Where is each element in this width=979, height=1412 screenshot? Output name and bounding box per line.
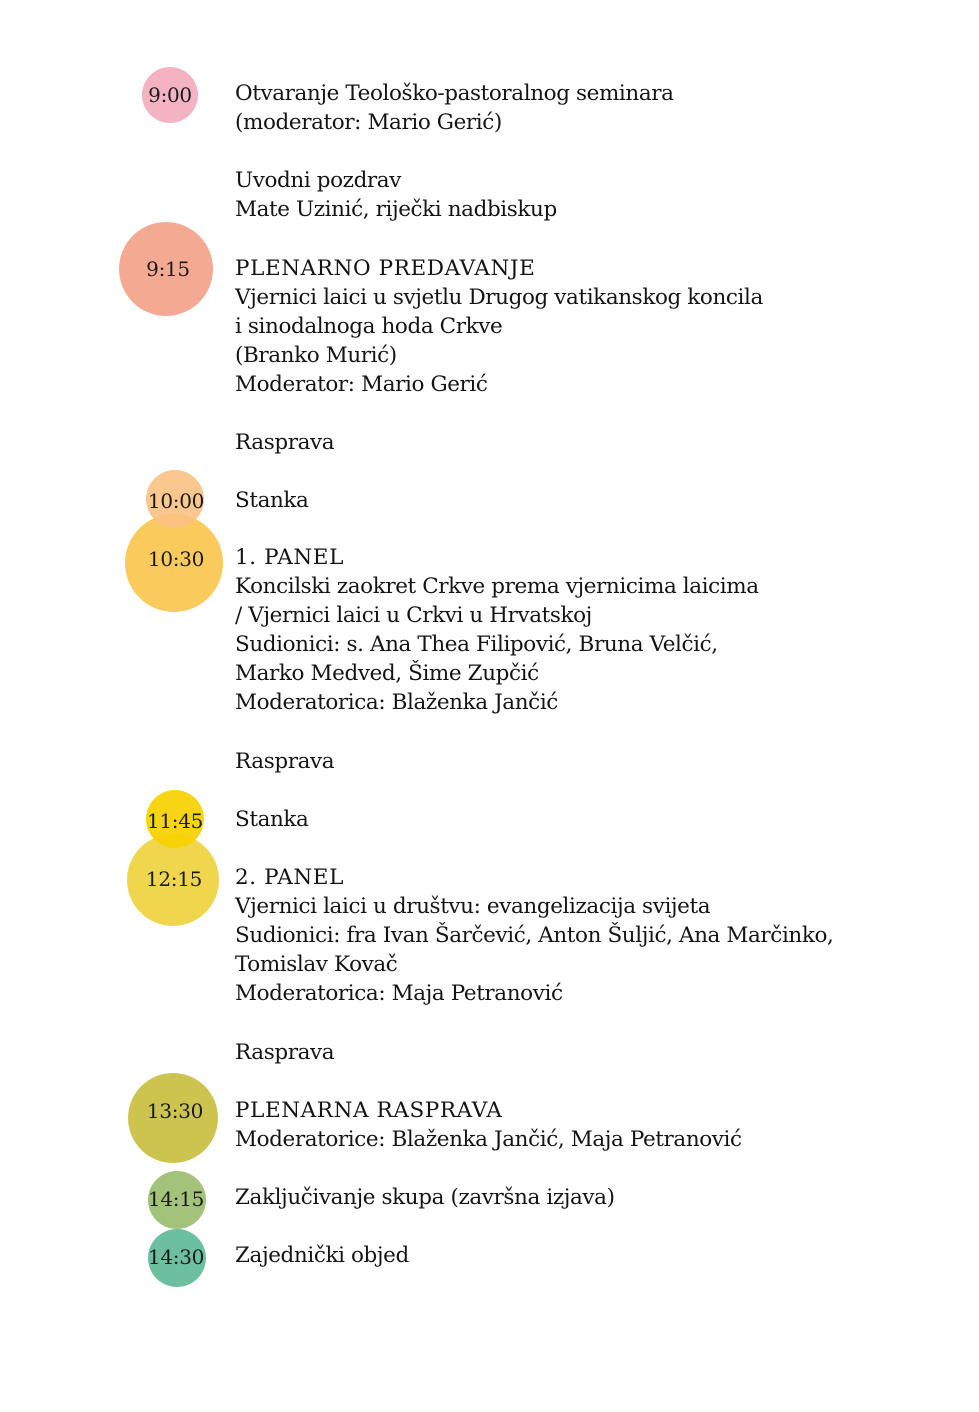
plenary-discussion-moderators: Moderatorice: Blaženka Jančić, Maja Petranović [235,1127,742,1152]
time-label-1215: 12:15 [145,867,203,891]
plenary-heading: PLENARNO PREDAVANJE [235,256,536,281]
panel2-title: Vjernici laici u društvu: evangelizacija svijeta [235,894,711,919]
item-panel-1 [235,543,759,717]
item-panel-2 [235,863,833,1008]
opening-title: Otvaranje Teološko-pastoralnog seminara [235,81,674,106]
panel1-title-1: Koncilski zaokret Crkve prema vjernicima laicima [235,574,759,599]
item-lunch: Zajednički objed [235,1243,409,1268]
time-label-0900: 9:00 [148,83,192,107]
panel2-moderator: Moderatorica: Maja Petranović [235,981,563,1006]
time-label-1430: 14:30 [147,1245,205,1269]
panel1-heading: 1. PANEL [235,545,344,570]
panel2-participants-1: Sudionici: fra Ivan Šarčević, Anton Šuljić, Ana Marčinko, [235,923,834,948]
item-closing: Zaključivanje skupa (završna izjava) [235,1185,615,1210]
item-opening [235,79,674,137]
plenary-speaker: (Branko Murić) [235,343,397,368]
time-label-1030: 10:30 [147,547,205,571]
time-label-0915: 9:15 [146,257,190,281]
panel1-participants-2: Marko Medved, Šime Zupčić [235,661,539,686]
panel1-moderator: Moderatorica: Blaženka Jančić [235,690,558,715]
time-label-1415: 14:15 [147,1187,205,1211]
item-plenary-lecture [235,254,763,399]
plenary-discussion-heading: PLENARNA RASPRAVA [235,1098,503,1123]
plenary-title-1: Vjernici laici u svjetlu Drugog vatikanskog koncila [235,285,763,310]
item-break-2: Stanka [235,807,309,832]
panel1-participants-1: Sudionici: s. Ana Thea Filipović, Bruna Velčić, [235,632,718,657]
time-label-1000: 10:00 [147,489,205,513]
time-label-1330: 13:30 [146,1099,204,1123]
item-plenary-discussion [235,1096,742,1154]
item-discussion-2: Rasprava [235,749,335,774]
item-greeting [235,166,557,224]
opening-moderator: (moderator: Mario Gerić) [235,110,502,135]
time-label-1145: 11:45 [146,809,204,833]
item-discussion-1: Rasprava [235,430,335,455]
panel2-heading: 2. PANEL [235,865,344,890]
item-discussion-3: Rasprava [235,1040,335,1065]
panel2-participants-2: Tomislav Kovač [235,952,398,977]
item-break-1: Stanka [235,488,309,513]
greeting-title: Uvodni pozdrav [235,168,401,193]
plenary-moderator: Moderator: Mario Gerić [235,372,488,397]
plenary-title-2: i sinodalnoga hoda Crkve [235,314,503,339]
panel1-title-2: / Vjernici laici u Crkvi u Hrvatskoj [235,603,592,628]
greeting-speaker: Mate Uzinić, riječki nadbiskup [235,197,557,222]
